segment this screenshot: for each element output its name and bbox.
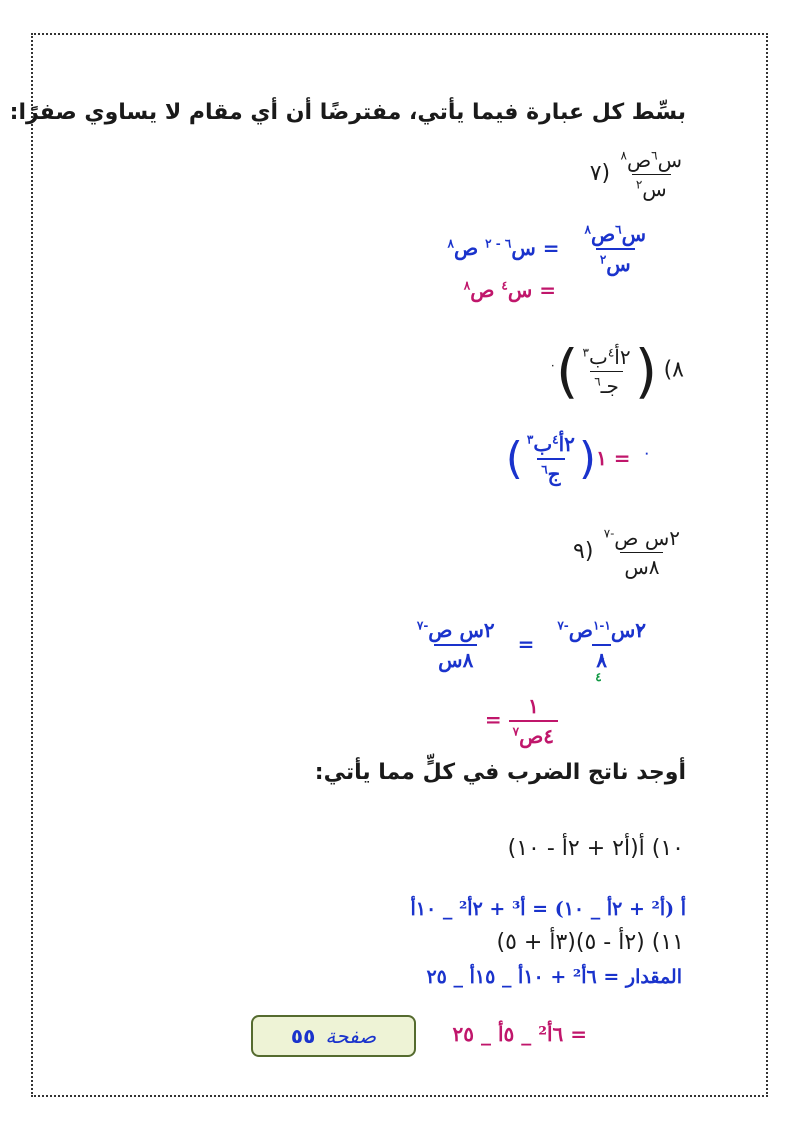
problem-11-answer-line1: المقدار = ٦أ² + ١٠أ _ ١٥أ _ ٢٥ (426, 966, 682, 988)
page-number-badge (251, 1015, 416, 1057)
problem-7-step1: $\frac{س^٦ص^٨}{س^٢}$ = س$^{٦ - ٢}$ ص$^٨$ (447, 222, 646, 276)
problem-9-label: ٩) (573, 539, 594, 564)
problem-7 (590, 148, 686, 201)
problem-9-fraction: $\frac{٢س ص^{-٧}}{\text{٨س}}$ (603, 526, 680, 579)
problem-8-fraction: $\frac{٢أ^٤ب^٣}{جـ^٦}$ (582, 344, 631, 398)
problem-11-expr: (٢أ - ٥)(٣أ + ٥) (496, 930, 645, 955)
problem-8-answer: ( $\frac{٢أ^٤ب^٣}{ج^٦}$ ) $^٠$ = ١ (505, 432, 650, 486)
problem-9-step2: = $\frac{١}{٤ص^٧}$ (485, 694, 558, 748)
problem-10-answer: أ (أ² + ٢أ _ ١٠) = أ³ + ٢أ² _ ١٠أ (410, 898, 686, 920)
problem-7-fraction: $\frac{س^٦ص^٨}{س^٢}$ (620, 148, 682, 201)
problem-8-label: ٨) (663, 357, 684, 383)
problem-11-answer-line2: = ٦أ² _ ٥أ _ ٢٥ (452, 1022, 587, 1046)
instruction-heading: بسِّط كل عبارة فيما يأتي، مفترضًا أن أي مقام لا يساوي صفرًا: (9, 100, 686, 125)
page-badge-number: ٥٥ (290, 1024, 316, 1048)
problem-11 (497, 930, 685, 955)
problem-8: ٨) ( $\frac{٢أ^٤ب^٣}{جـ^٦}$ )$^٠$ (549, 337, 684, 405)
problem-7-label: ٧) (589, 161, 611, 186)
section2-heading: أوجد ناتج الضرب في كلٍّ مما يأتي: (314, 760, 686, 785)
problem-7-step2: = س$^٤$ ص$^٨$ (463, 278, 556, 302)
problem-8-result: = ١ (596, 445, 631, 470)
problem-9 (573, 526, 684, 579)
problem-10: ١٠) أ(أ٢ + ٢أ - ١٠) (507, 836, 684, 861)
problem-9-step1: $\frac{٢س ص^{-٧}}{\text{٨س}}$ = ٢س$^{١-١}$ص$^{-٧}$ ٨ ٤ (416, 618, 646, 684)
page-badge-label: صفحة (325, 1024, 377, 1048)
problem-11-label: ١١) (651, 930, 684, 955)
